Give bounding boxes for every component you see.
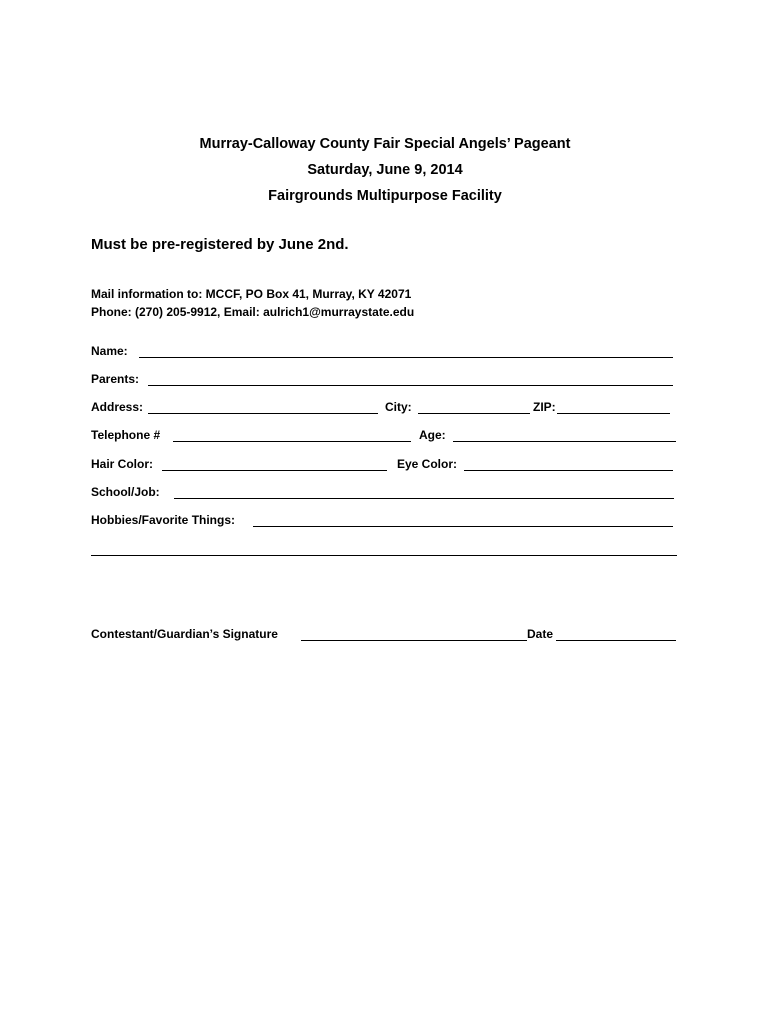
address-row [91,400,677,418]
hobbies-row [91,513,677,531]
telephone-label: Telephone # [91,428,161,442]
signature-row [91,627,677,645]
signature-label: Contestant/Guardian’s Signature [91,627,278,641]
eye-color-label: Eye Color: [397,457,458,471]
eye-color-field[interactable] [464,470,673,471]
school-job-row [91,485,677,503]
pageant-date: Saturday, June 9, 2014 [307,162,463,178]
telephone-field[interactable] [173,441,411,442]
address-field[interactable] [148,413,378,414]
phone-email: Phone: (270) 205-9912, Email: aulrich1@murraystate.edu [91,305,415,319]
color-row [91,457,677,475]
hobbies-field[interactable] [253,526,673,527]
address-label: Address: [91,400,144,414]
name-row [91,344,677,362]
pageant-location: Fairgrounds Multipurpose Facility [268,188,502,204]
age-label: Age: [419,428,446,442]
parents-label: Parents: [91,372,140,386]
city-field[interactable] [418,413,530,414]
parents-field[interactable] [148,385,673,386]
hair-color-label: Hair Color: [91,457,154,471]
age-field[interactable] [453,441,676,442]
name-label: Name: [91,344,128,358]
registration-deadline: Must be pre-registered by June 2nd. [91,236,349,253]
pageant-title: Murray-Calloway County Fair Special Angels’ Pageant [199,136,571,152]
zip-label: ZIP: [533,400,556,414]
zip-field[interactable] [557,413,670,414]
hobbies-continuation-field[interactable] [91,555,677,556]
hobbies-label: Hobbies/Favorite Things: [91,513,236,527]
hair-color-field[interactable] [162,470,387,471]
mail-information: Mail information to: MCCF, PO Box 41, Murray, KY 42071 [91,287,412,301]
school-job-label: School/Job: [91,485,160,499]
city-label: City: [385,400,412,414]
date-field[interactable] [556,640,676,641]
parents-row [91,372,677,390]
signature-field[interactable] [301,640,527,641]
name-field[interactable] [139,357,673,358]
telephone-row [91,428,677,446]
date-label: Date [527,627,554,641]
school-job-field[interactable] [174,498,674,499]
